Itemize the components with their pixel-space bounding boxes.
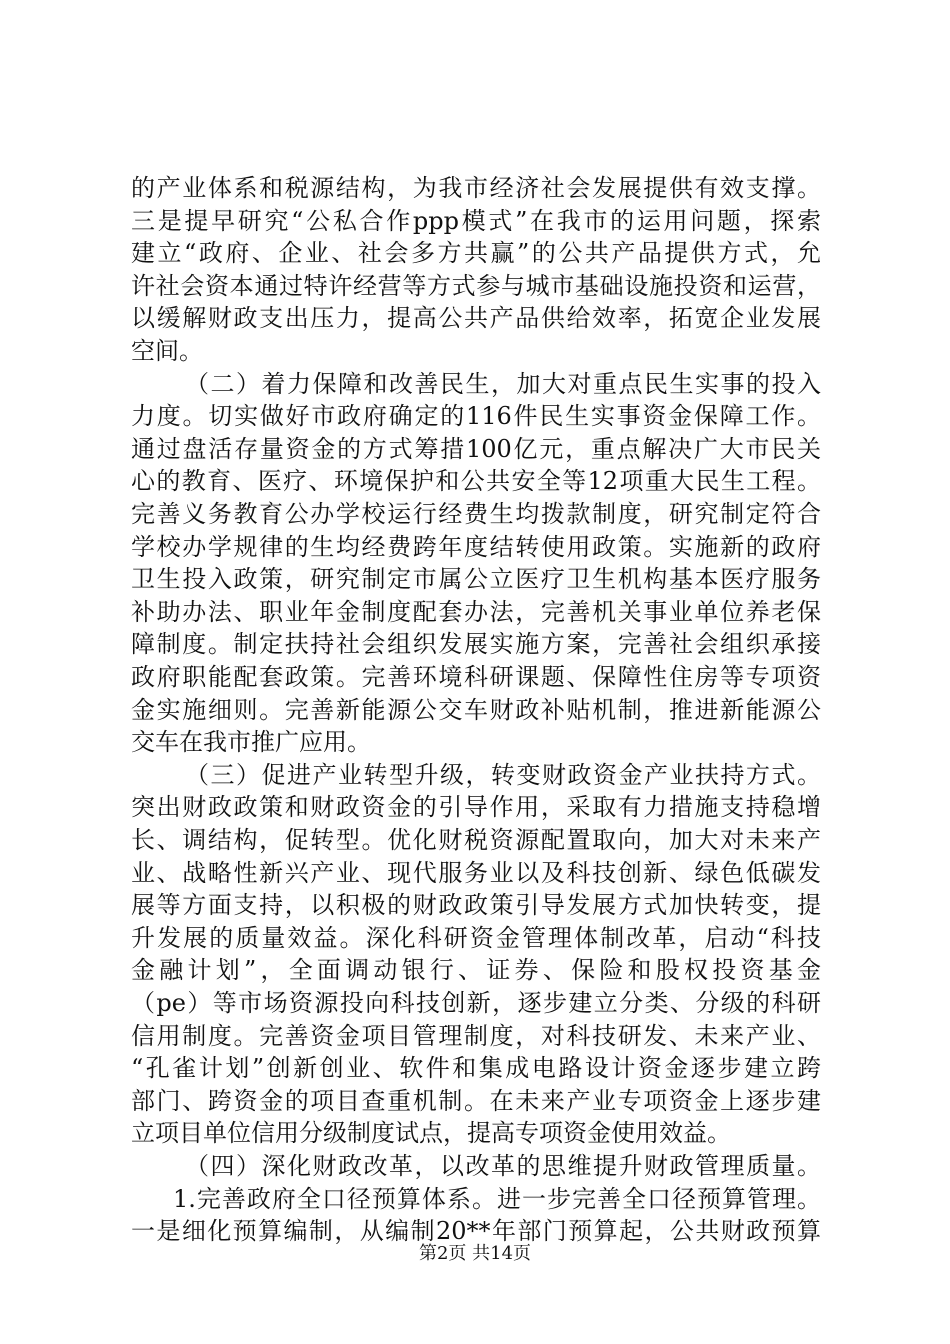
text-line: 心的教育、医疗、环境保护和公共安全等12项重大民生工程。 — [131, 467, 821, 496]
text-line: 的产业体系和税源结构，为我市经济社会发展提供有效支撑。 — [131, 174, 821, 202]
text-line: 障制度。制定扶持社会组织发展实施方案，完善社会组织承接 — [131, 630, 821, 659]
text-line: 金融计划”，全面调动银行、证券、保险和股权投资基金 — [131, 956, 821, 985]
text-line: 一是细化预算编制，从编制20**年部门预算起，公共财政预算 — [131, 1217, 821, 1246]
section-heading-line: 1.完善政府全口径预算体系。进一步完善全口径预算管理。 — [173, 1184, 821, 1213]
text-line: 建立“政府、企业、社会多方共赢”的公共产品提供方式，允 — [131, 239, 821, 268]
section-heading-line: （二）着力保障和改善民生，加大对重点民生实事的投入 — [185, 369, 821, 398]
text-line: 交车在我市推广应用。 — [131, 728, 371, 757]
text-line: 政府职能配套政策。完善环境科研课题、保障性住房等专项资 — [131, 663, 821, 691]
text-line: 升发展的质量效益。深化科研资金管理体制改革，启动“科技 — [131, 923, 821, 952]
text-line: 长、调结构，促转型。优化财税资源配置取向，加大对未来产 — [131, 826, 821, 854]
text-line: 学校办学规律的生均经费跨年度结转使用政策。实施新的政府 — [131, 532, 821, 561]
text-line: 以缓解财政支出压力，提高公共产品供给效率，拓宽企业发展 — [131, 304, 821, 333]
text-line: 通过盘活存量资金的方式筹措100亿元，重点解决广大市民关 — [131, 434, 821, 463]
text-line: 立项目单位信用分级制度试点，提高专项资金使用效益。 — [131, 1119, 731, 1148]
text-line: 空间。 — [131, 337, 203, 365]
text-line: 部门、跨资金的项目查重机制。在未来产业专项资金上逐步建 — [131, 1086, 821, 1115]
section-heading-line: （四）深化财政改革，以改革的思维提升财政管理质量。 — [185, 1152, 821, 1180]
text-line: 展等方面支持，以积极的财政政策引导发展方式加快转变，提 — [131, 891, 821, 920]
text-line: 三是提早研究“公私合作ppp模式”在我市的运用问题，探索 — [131, 206, 821, 235]
text-line: 业、战略性新兴产业、现代服务业以及科技创新、绿色低碳发 — [131, 858, 821, 887]
section-heading-line: （三）促进产业转型升级，转变财政资金产业扶持方式。 — [185, 760, 821, 789]
text-line: 金实施细则。完善新能源公交车财政补贴机制，推进新能源公 — [131, 695, 821, 724]
text-line: 卫生投入政策，研究制定市属公立医疗卫生机构基本医疗服务 — [131, 565, 821, 594]
text-line: （pe）等市场资源投向科技创新，逐步建立分类、分级的科研 — [131, 989, 821, 1017]
text-line: 力度。切实做好市政府确定的116件民生实事资金保障工作。 — [131, 402, 821, 431]
text-line: 信用制度。完善资金项目管理制度，对科技研发、未来产业、 — [131, 1021, 821, 1050]
text-line: 补助办法、职业年金制度配套办法，完善机关事业单位养老保 — [131, 597, 821, 626]
text-line: “孔雀计划”创新创业、软件和集成电路设计资金逐步建立跨 — [131, 1054, 821, 1083]
text-line: 许社会资本通过特许经营等方式参与城市基础设施投资和运营， — [131, 271, 821, 300]
text-line: 突出财政政策和财政资金的引导作用，采取有力措施支持稳增 — [131, 793, 821, 822]
page-number-footer: 第2页 共14页 — [418, 1243, 532, 1264]
text-line: 完善义务教育公办学校运行经费生均拨款制度，研究制定符合 — [131, 500, 821, 528]
